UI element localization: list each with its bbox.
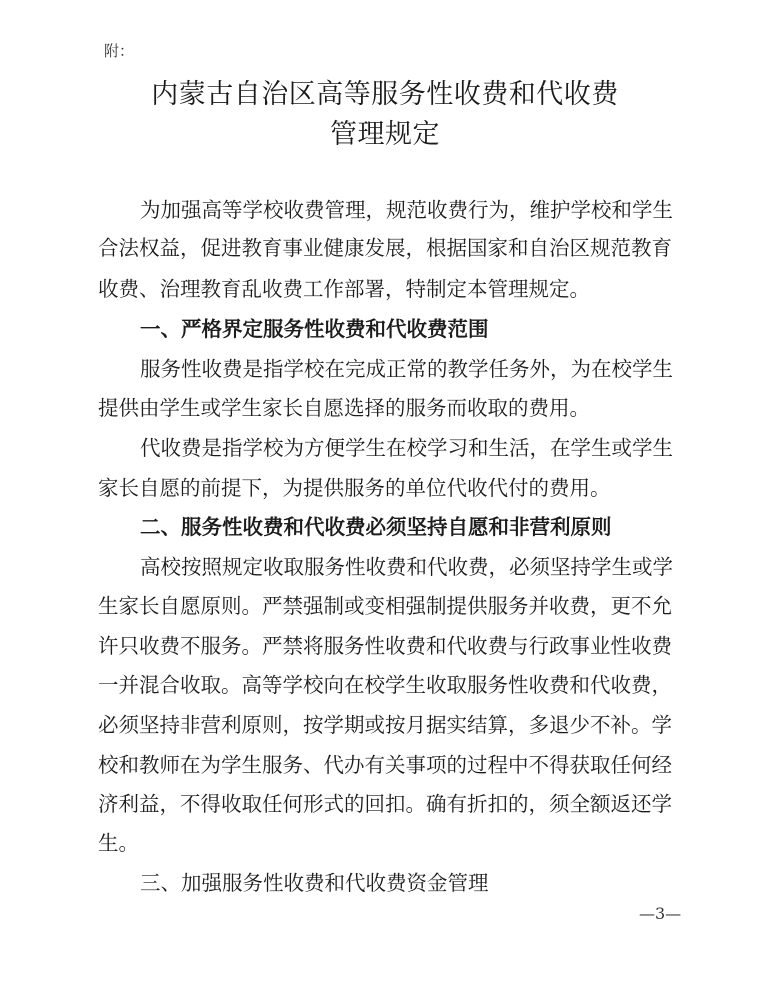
section-heading-3: 三、加强服务性收费和代收费资金管理 (140, 871, 489, 895)
body-line: 生家长自愿原则。严禁强制或变相强制提供服务并收费，更不允 (98, 594, 672, 618)
body-line: 提供由学生或学生家长自愿选择的服务而收取的费用。 (98, 396, 590, 420)
body-line: 许只收费不服务。严禁将服务性收费和代收费与行政事业性收费 (98, 634, 672, 658)
body-line: 收费、治理教育乱收费工作部署，特制定本管理规定。 (98, 277, 590, 301)
body-line: 生。 (98, 831, 139, 855)
body-line: 济利益，不得收取任何形式的回扣。确有折扣的，须全额返还学 (98, 792, 672, 816)
body-line: 服务性收费是指学校在完成正常的教学任务外，为在校学生 (140, 357, 673, 381)
section-heading-1: 一、严格界定服务性收费和代收费范围 (140, 317, 489, 341)
body-line: 为加强高等学校收费管理，规范收费行为，维护学校和学生 (140, 198, 673, 222)
body-line: 一并混合收取。高等学校向在校学生收取服务性收费和代收费， (98, 673, 672, 697)
body-line: 合法权益，促进教育事业健康发展，根据国家和自治区规范教育 (98, 236, 672, 260)
body-line: 代收费是指学校为方便学生在校学习和生活，在学生或学生 (140, 436, 673, 460)
body-line: 校和教师在为学生服务、代办有关事项的过程中不得获取任何经 (98, 753, 672, 777)
attachment-label: 附： (104, 42, 135, 60)
section-heading-2: 二、服务性收费和代收费必须坚持自愿和非营利原则 (140, 515, 612, 539)
body-line: 必须坚持非营利原则，按学期或按月据实结算，多退少不补。学 (98, 713, 672, 737)
document-title-line-2: 管理规定 (330, 119, 440, 150)
page-number: —3— (639, 904, 682, 923)
body-line: 高校按照规定收取服务性收费和代收费，必须坚持学生或学 (140, 555, 673, 579)
body-line: 家长自愿的前提下，为提供服务的单位代收代付的费用。 (98, 476, 611, 500)
document-title-line-1: 内蒙古自治区高等服务性收费和代收费 (151, 79, 619, 110)
